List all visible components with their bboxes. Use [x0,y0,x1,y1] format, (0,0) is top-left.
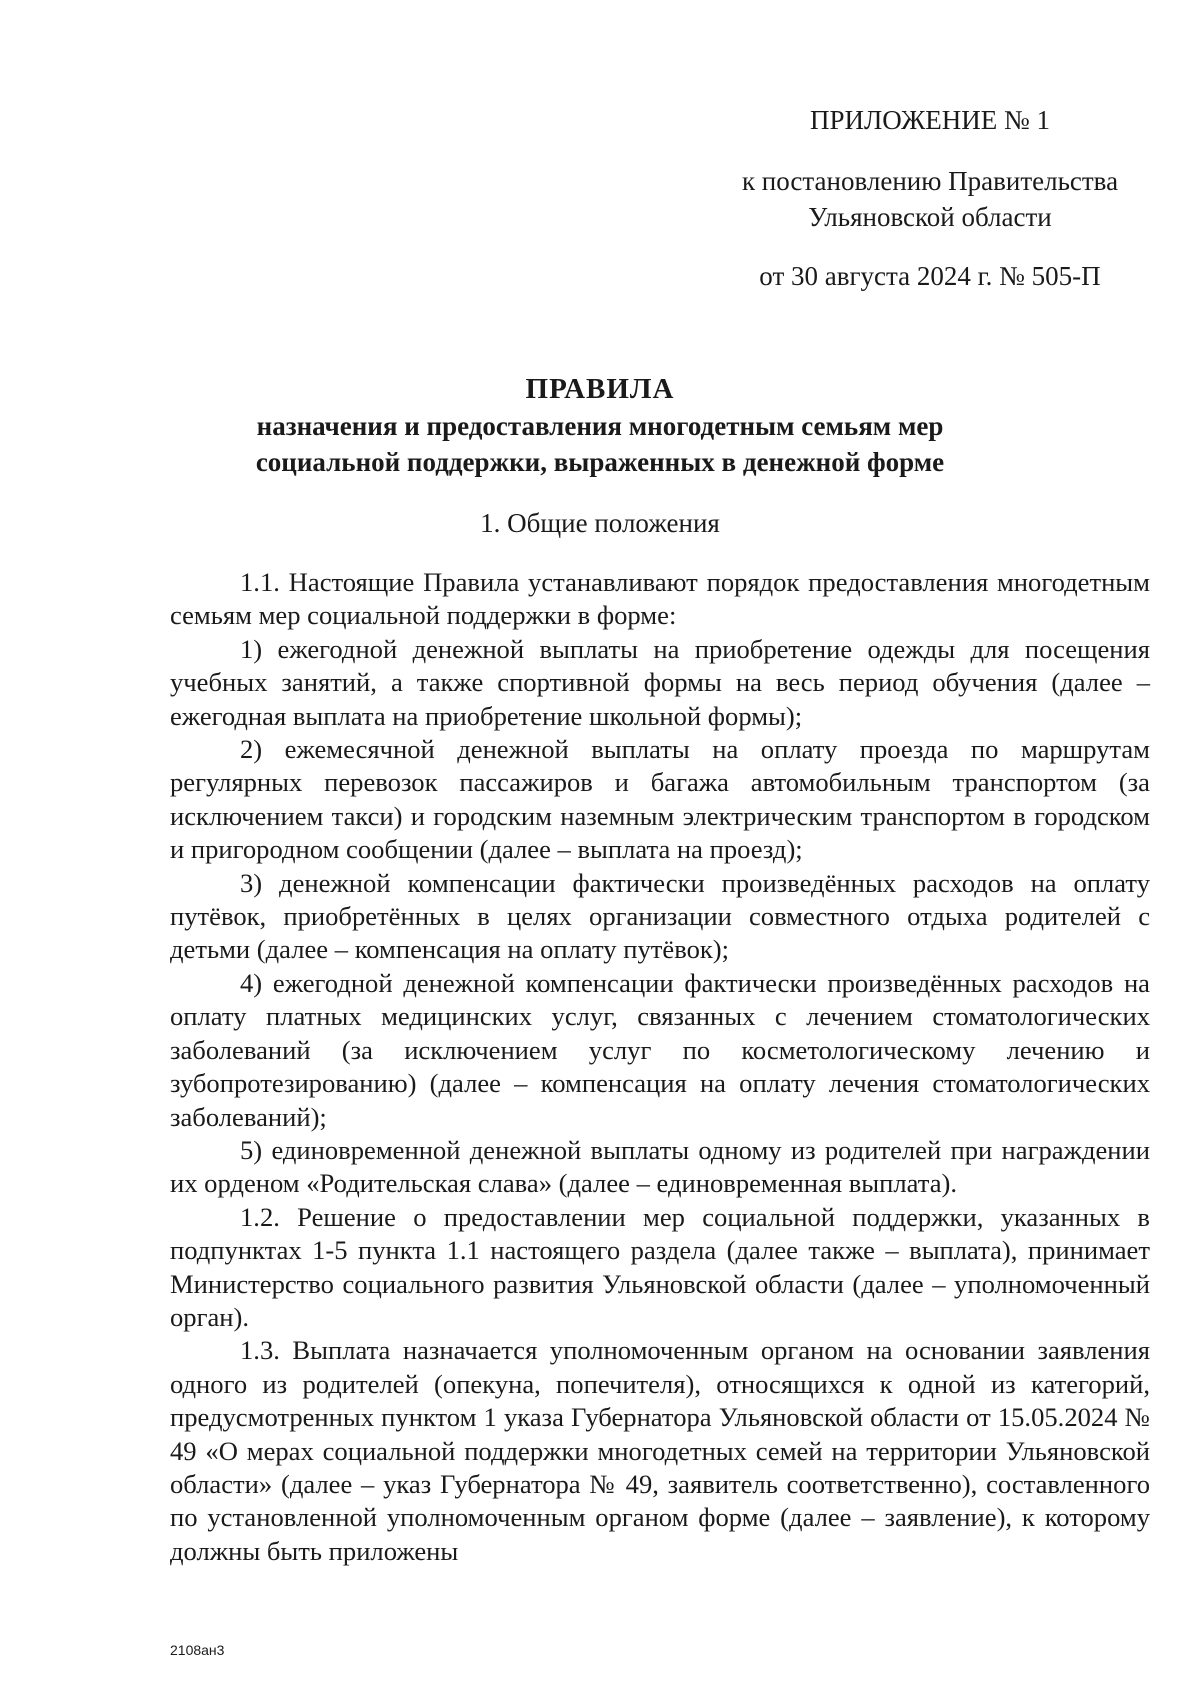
document-body [170,566,1150,1568]
resolution-date-number [720,258,1140,294]
paragraph-1-2: 1.2. Решение о предоставлении мер социальной поддержки, указанных в подпунктах 1-5 пункта 1.1 настоящего раздела (далее также – выплата), принимает Министерство социального развития Ульяновской области (далее – уполномоченный орган). [170,1201,1150,1332]
document-title [200,370,1000,480]
subitem-5: 5) единовременной денежной выплаты одному из родителей при награждении их орденом «Родительская слава» (далее – единовременная выплата). [170,1134,1150,1199]
title-main: ПРАВИЛА [525,373,675,405]
footer-code: 2108ан3 [170,1642,225,1658]
date-number-text: от 30 августа 2024 г. № 505-П [759,261,1101,291]
subitem-2: 2) ежемесячной денежной выплаты на оплату проезда по маршрутам регулярных перевозок пассажиров и багажа автомобильным транспортом (за исключением такси) и городским наземным электрическим транспортом в городском и пригородном сообщении (далее – выплата на проезд); [170,734,1150,865]
appendix-label [720,102,1140,138]
title-sub-line-1: назначения и предоставления многодетным семьям мер [256,411,944,441]
title-sub-line-2: социальной поддержки, выраженных в денежной форме [255,447,945,477]
paragraph-1-1: 1.1. Настоящие Правила устанавливают порядок предоставления многодетным семьям мер социальной поддержки в форме: [170,567,1150,631]
appendix-text: ПРИЛОЖЕНИЕ № 1 [809,105,1051,135]
paragraph-1-3: 1.3. Выплата назначается уполномоченным органом на основании заявления одного из родителей (опекуна, попечителя), относящихся к одной из категорий, предусмотренных пунктом 1 указа Губернатора Ульяновской области от 15.05.2024 № 49 «О мерах социальной поддержки многодетных семей на территории Ульяновской области» (далее – указ Губернатора № 49, заявитель соответственно), составленного по установленной уполномоченным органом форме (далее – заявление), к которому должны быть приложены [170,1335,1150,1566]
resolution-reference [720,163,1140,235]
subitem-3: 3) денежной компенсации фактически произведённых расходов на оплату путёвок, приобретённых в целях организации совместного отдыха родителей с детьми (далее – компенсация на оплату путёвок); [170,867,1150,965]
subitem-4: 4) ежегодной денежной компенсации фактически произведённых расходов на оплату платных медицинских услуг, связанных с лечением стоматологических заболеваний (за исключением услуг по косметологическому лечению и зубопротезированию) (далее – компенсация на оплату лечения стоматологических заболеваний); [170,967,1150,1132]
subitem-1: 1) ежегодной денежной выплаты на приобретение одежды для посещения учебных занятий, а также спортивной формы на весь период обучения (далее – ежегодная выплата на приобретение школьной формы); [170,633,1150,731]
section-heading: 1. Общие положения [480,508,720,538]
resolution-line-2: Ульяновской области [808,202,1052,232]
resolution-line-1: к постановлению Правительства [741,166,1119,196]
